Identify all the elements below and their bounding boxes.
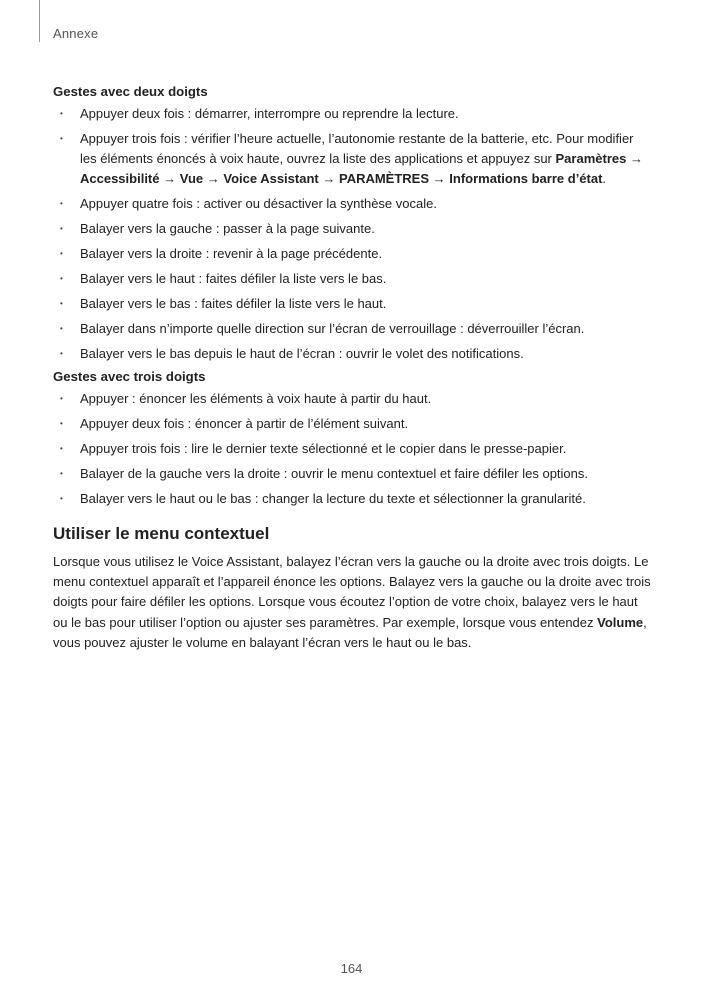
list-item: • Balayer de la gauche vers la droite : ouvrir le menu contextuel et faire défiler les options. — [53, 464, 651, 484]
list-item: • Balayer vers la droite : revenir à la page précédente. — [53, 244, 651, 264]
chapter-label: Annexe — [53, 26, 99, 41]
three-finger-gestures-list — [53, 389, 651, 509]
list-item-text: Appuyer trois fois : vérifier l’heure actuelle, l’autonomie restante de la batterie, etc. Pour modifier les éléments énoncés à voix haute, ouvrez la liste des applications et appuyez sur — [80, 131, 634, 166]
path-step: Vue — [179, 171, 204, 186]
path-step: Voice Assistant — [223, 171, 319, 186]
list-item: • Balayer vers le haut ou le bas : changer la lecture du texte et sélectionner la granularité. — [53, 489, 651, 509]
two-finger-gestures-heading: Gestes avec deux doigts — [53, 84, 208, 99]
path-step: Paramètres — [555, 151, 627, 166]
list-item: • Balayer dans n’importe quelle direction sur l’écran de verrouillage : déverrouiller l’écran. — [53, 319, 651, 339]
list-item: • Appuyer trois fois : vérifier l’heure actuelle, l’autonomie restante de la batterie, etc. Pour modifier les éléments énoncés à voix haute, ouvrez la liste des applications et appuyez sur Paramètres → Accessibilité → Vue → Voice Assistant → PARAMÈTRES → Informations barre d’état. — [53, 129, 651, 189]
context-menu-heading: Utiliser le menu contextuel — [53, 524, 270, 543]
two-finger-gestures-list — [53, 104, 651, 364]
list-item: • Balayer vers la gauche : passer à la page suivante. — [53, 219, 651, 239]
list-item: • Appuyer deux fois : démarrer, interrompre ou reprendre la lecture. — [53, 104, 651, 124]
context-menu-paragraph: Lorsque vous utilisez le Voice Assistant, balayez l’écran vers la gauche ou la droite avec trois doigts. Le menu contextuel apparaît et l’appareil énonce les options. Balayez vers la gauche ou la droite avec trois doigts pour faire défiler les options. Lorsque vous écoutez l’option de votre choix, balayez vers le haut ou le bas pour utiliser l’option ou ajuster ses paramètres. Par exemple, lorsque vous entendez Volume, vous pouvez ajuster le volume en balayant l’écran vers le haut ou le bas. — [53, 554, 651, 650]
list-item: • Appuyer quatre fois : activer ou désactiver la synthèse vocale. — [53, 194, 651, 214]
path-step: PARAMÈTRES — [338, 171, 430, 186]
list-item: • Appuyer deux fois : énoncer à partir de l’élément suivant. — [53, 414, 651, 434]
page-content — [53, 84, 651, 653]
path-step: Accessibilité — [80, 171, 160, 186]
list-item: • Appuyer : énoncer les éléments à voix haute à partir du haut. — [53, 389, 651, 409]
volume-term: Volume — [597, 614, 644, 630]
path-step: Informations barre d’état — [449, 171, 603, 186]
three-finger-gestures-heading: Gestes avec trois doigts — [53, 369, 206, 384]
list-item: • Balayer vers le haut : faites défiler la liste vers le bas. — [53, 269, 651, 289]
list-item: • Balayer vers le bas depuis le haut de l’écran : ouvrir le volet des notifications. — [53, 344, 651, 364]
page-number: 164 — [340, 961, 363, 976]
header-divider — [39, 0, 40, 42]
list-item: • Appuyer trois fois : lire le dernier texte sélectionné et le copier dans le presse-papier. — [53, 439, 651, 459]
list-item: • Balayer vers le bas : faites défiler la liste vers le haut. — [53, 294, 651, 314]
